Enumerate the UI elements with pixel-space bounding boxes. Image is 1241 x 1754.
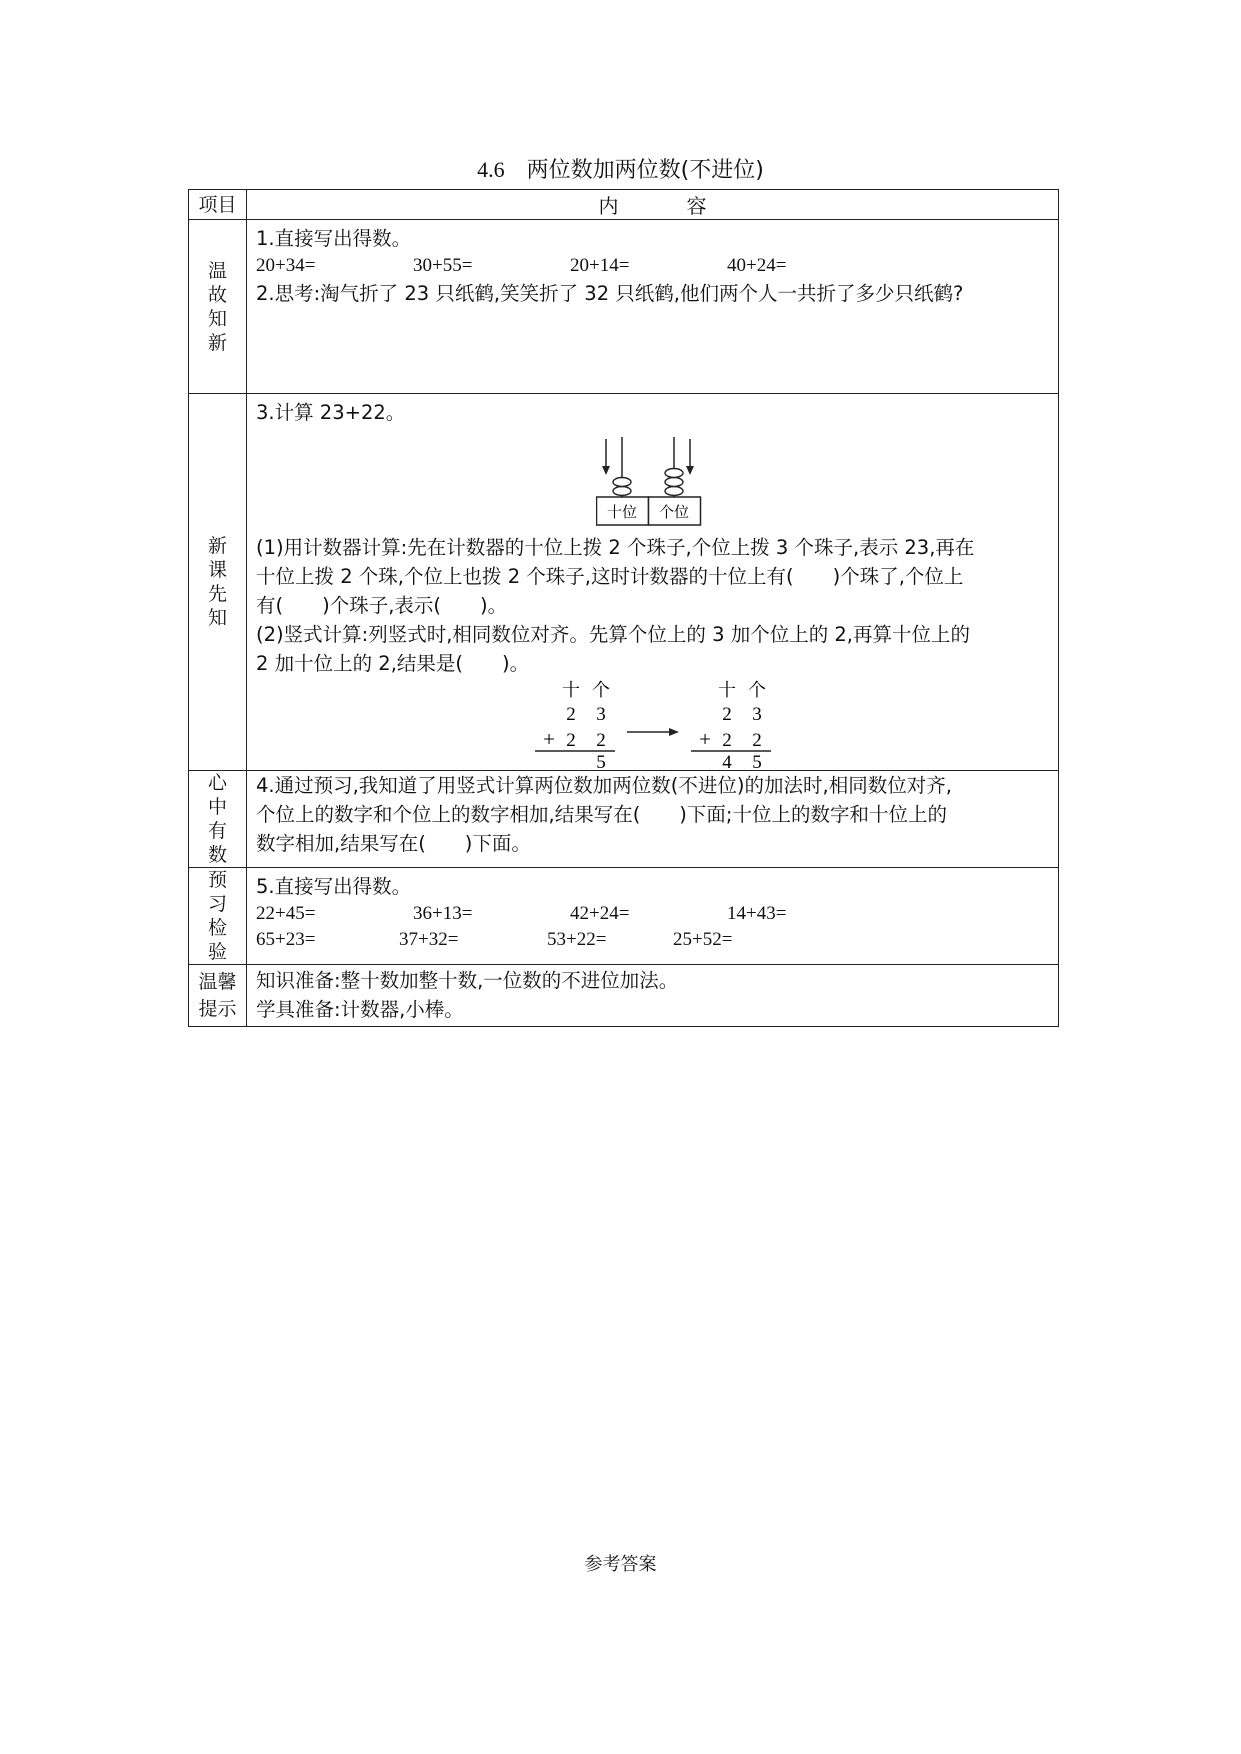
question-4-line-1: 4.通过预习,我知道了用竖式计算两位数加两位数(不进位)的加法时,相同数位对齐, bbox=[256, 774, 952, 797]
worksheet-table bbox=[188, 189, 1059, 1027]
question-1-problems bbox=[256, 253, 1050, 279]
section-review bbox=[189, 220, 1059, 394]
label-line: 提示 bbox=[198, 997, 237, 1020]
answer-key-label: 参考答案 bbox=[584, 1554, 657, 1575]
label-char: 新 bbox=[207, 535, 227, 557]
header-content-char-2: 容 bbox=[686, 194, 707, 218]
label-char: 课 bbox=[207, 559, 227, 581]
section-review-content bbox=[247, 220, 1059, 394]
label-char: 数 bbox=[207, 844, 227, 866]
ones-place-label: 个位 bbox=[658, 503, 690, 521]
question-3: 3.计算 23+22。 bbox=[256, 401, 406, 424]
right-add-ones: 2 bbox=[752, 730, 762, 751]
section-summary-content bbox=[247, 771, 1059, 868]
problem: 22+45= bbox=[256, 903, 316, 924]
ones-header: 个 bbox=[748, 680, 766, 701]
question-2: 2.思考:淘气折了 23 只纸鹤,笑笑折了 32 只纸鹤,他们两个人一共折了多少只纸鹤? bbox=[256, 282, 964, 305]
problem: 14+43= bbox=[727, 903, 787, 924]
header-row bbox=[189, 190, 1059, 220]
left-result-ones: 5 bbox=[596, 752, 606, 770]
part-1-line-3: 有( )个珠子,表示( )。 bbox=[256, 594, 508, 617]
page-title bbox=[0, 155, 1241, 186]
problem: 20+34= bbox=[256, 255, 316, 276]
section-tips-label bbox=[189, 965, 247, 1027]
section-number: 4.6 bbox=[477, 157, 505, 182]
section-summary-label bbox=[189, 771, 247, 868]
problem: 37+32= bbox=[399, 929, 459, 950]
right-top-tens: 2 bbox=[722, 704, 732, 725]
part-1-line-2: 十位上拨 2 个珠,个位上也拨 2 个珠子,这时计数器的十位上有( )个珠了,个位上 bbox=[256, 565, 964, 588]
section-title: 两位数加两位数(不进位) bbox=[526, 158, 764, 183]
header-label: 项目 bbox=[189, 190, 247, 220]
problem: 36+13= bbox=[413, 903, 473, 924]
label-char: 检 bbox=[207, 917, 227, 939]
section-new-lesson bbox=[189, 394, 1059, 771]
label-char: 知 bbox=[207, 307, 227, 330]
section-check-label bbox=[189, 868, 247, 965]
label-char: 预 bbox=[207, 869, 227, 891]
right-add-tens: 2 bbox=[722, 730, 732, 751]
section-new-lesson-label bbox=[189, 394, 247, 771]
label-char: 中 bbox=[207, 796, 227, 818]
label-char: 验 bbox=[207, 941, 227, 963]
question-5-row-1 bbox=[256, 901, 1050, 927]
right-plus-sign: + bbox=[699, 727, 711, 751]
right-top-ones: 3 bbox=[752, 704, 762, 725]
problem: 65+23= bbox=[256, 929, 316, 950]
arrow-right-icon bbox=[669, 728, 679, 736]
tens-bead bbox=[613, 487, 631, 496]
problem: 40+24= bbox=[727, 255, 787, 276]
arrow-down-icon bbox=[686, 466, 694, 475]
tens-bead bbox=[613, 478, 631, 487]
tip-tools: 学具准备:计数器,小棒。 bbox=[256, 998, 464, 1021]
left-add-ones: 2 bbox=[596, 730, 606, 751]
label-char: 有 bbox=[207, 820, 227, 842]
label-char: 心 bbox=[207, 772, 227, 794]
right-result-ones: 5 bbox=[752, 752, 762, 770]
left-plus-sign: + bbox=[543, 727, 555, 751]
part-2-line-2: 2 加十位上的 2,结果是( )。 bbox=[256, 652, 530, 675]
tens-header: 十 bbox=[562, 680, 580, 701]
arrow-down-icon bbox=[602, 466, 610, 475]
label-char: 温 bbox=[207, 259, 227, 282]
label-char: 知 bbox=[207, 607, 227, 629]
section-check-content bbox=[247, 868, 1059, 965]
question-1: 1.直接写出得数。 bbox=[256, 227, 412, 250]
abacus-figure bbox=[596, 435, 706, 527]
problem: 53+22= bbox=[547, 929, 607, 950]
section-tips bbox=[189, 965, 1059, 1027]
tens-header: 十 bbox=[718, 680, 736, 701]
section-new-lesson-content bbox=[247, 394, 1059, 771]
problem: 20+14= bbox=[570, 255, 630, 276]
ones-bead bbox=[665, 478, 683, 487]
problem: 30+55= bbox=[413, 255, 473, 276]
part-1-line-1: (1)用计数器计算:先在计数器的十位上拨 2 个珠子,个位上拨 3 个珠子,表示 23,再在 bbox=[256, 536, 975, 559]
question-5: 5.直接写出得数。 bbox=[256, 875, 412, 898]
label-char: 习 bbox=[207, 893, 227, 915]
tens-place-label: 十位 bbox=[606, 503, 638, 521]
ones-bead bbox=[665, 487, 683, 496]
right-result-tens: 4 bbox=[722, 752, 732, 770]
header-content bbox=[247, 190, 1059, 220]
section-tips-content bbox=[247, 965, 1059, 1027]
label-char: 新 bbox=[207, 331, 227, 354]
question-5-row-2 bbox=[256, 927, 1050, 953]
tip-knowledge: 知识准备:整十数加整十数,一位数的不进位加法。 bbox=[256, 969, 679, 992]
header-content-char-1: 内 bbox=[598, 194, 619, 218]
left-top-tens: 2 bbox=[566, 704, 576, 725]
label-char: 先 bbox=[207, 583, 227, 605]
left-add-tens: 2 bbox=[566, 730, 576, 751]
section-review-label bbox=[189, 220, 247, 394]
ones-header: 个 bbox=[592, 680, 610, 701]
section-summary bbox=[189, 771, 1059, 868]
question-4-line-2: 个位上的数字和个位上的数字相加,结果写在( )下面;十位上的数字和十位上的 bbox=[256, 803, 947, 826]
problem: 25+52= bbox=[673, 929, 733, 950]
label-char: 故 bbox=[207, 283, 227, 306]
left-top-ones: 3 bbox=[596, 704, 606, 725]
question-4-line-3: 数字相加,结果写在( )下面。 bbox=[256, 832, 531, 855]
label-line: 温馨 bbox=[198, 970, 237, 993]
section-check bbox=[189, 868, 1059, 965]
problem: 42+24= bbox=[570, 903, 630, 924]
ones-bead bbox=[665, 469, 683, 478]
part-2-line-1: (2)竖式计算:列竖式时,相同数位对齐。先算个位上的 3 加个位上的 2,再算十位上的 bbox=[256, 623, 970, 646]
vertical-calculation bbox=[531, 678, 791, 770]
